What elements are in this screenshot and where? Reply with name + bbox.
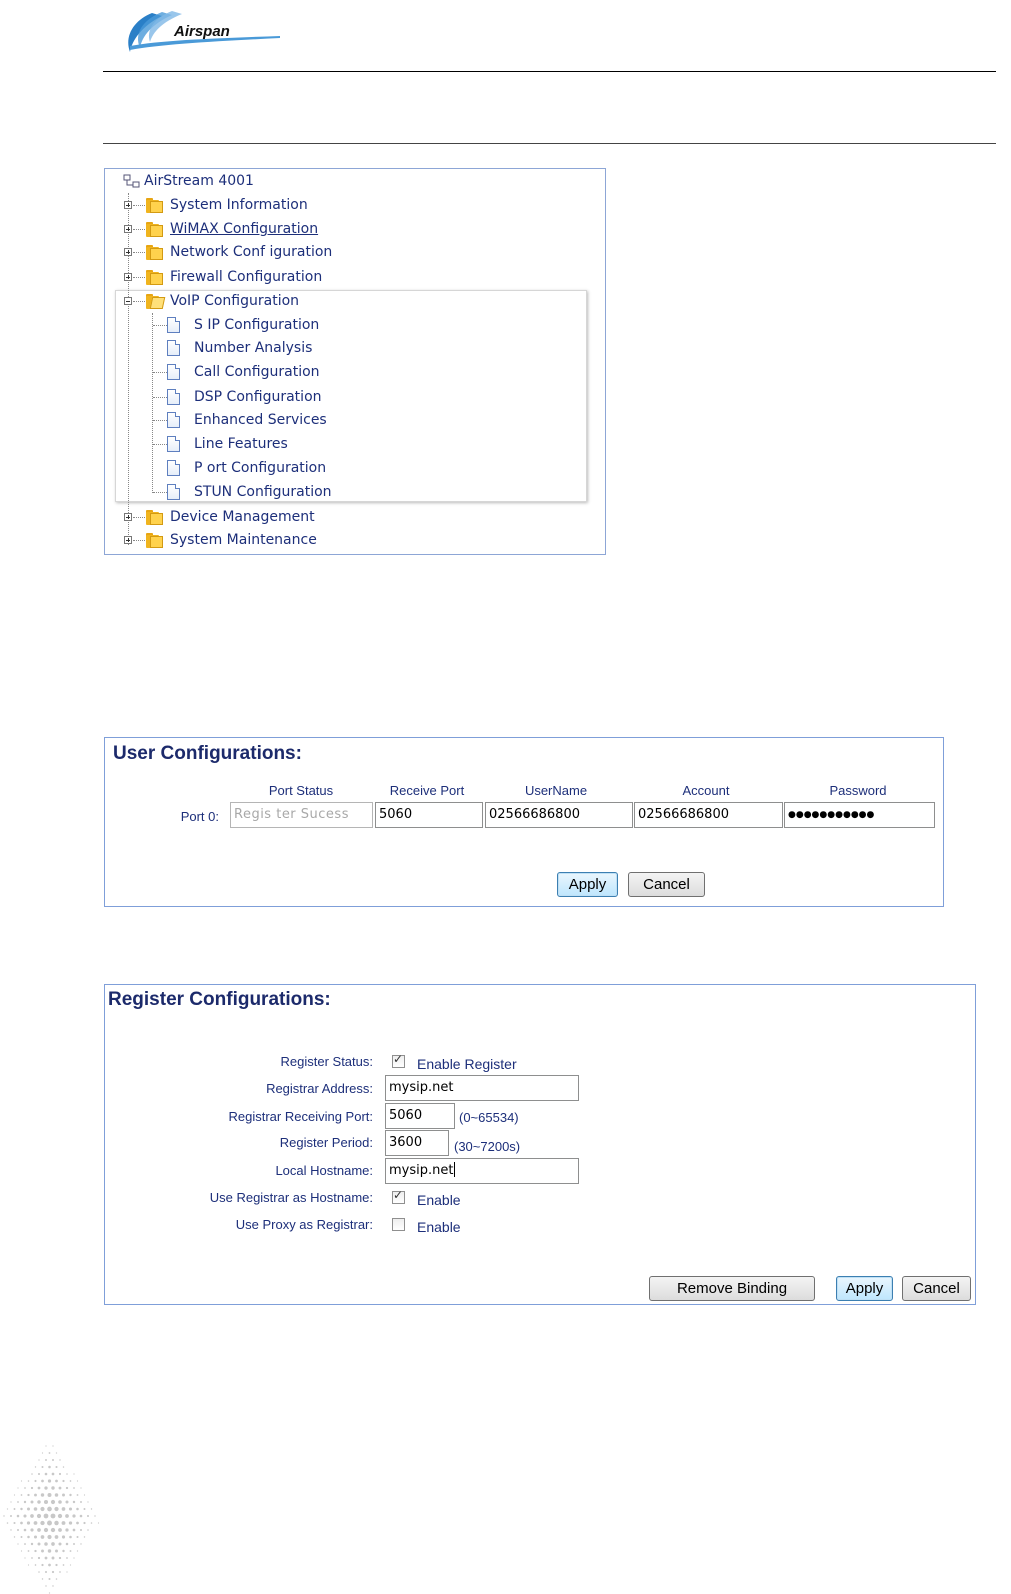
decorative-dot [10, 1501, 11, 1502]
tree-connector [133, 252, 147, 253]
decorative-dot [24, 1557, 25, 1558]
decorative-dot [47, 1507, 52, 1512]
decorative-dot [65, 1514, 69, 1518]
decorative-dot [91, 1522, 93, 1524]
tree-item-wimax-configuration[interactable] [105, 218, 405, 240]
tree-item-enhanced-services[interactable] [105, 409, 405, 431]
open-folder-icon [146, 294, 163, 309]
decorative-dot [63, 1466, 65, 1468]
decorative-dot [77, 1550, 78, 1551]
decorative-dot [31, 1487, 33, 1489]
decorative-dot [30, 1514, 34, 1518]
decorative-dot [58, 1514, 62, 1518]
header-rule-bottom [103, 143, 996, 144]
decorative-dot [21, 1550, 22, 1551]
decorative-dot [62, 1507, 66, 1511]
decorative-dot [59, 1487, 62, 1490]
decorative-dot [59, 1473, 61, 1475]
decorative-dot [24, 1543, 26, 1545]
decorative-dot [31, 1473, 33, 1475]
tree-item-dsp-configuration[interactable] [105, 386, 405, 408]
decorative-dot [31, 1543, 33, 1545]
decorative-dot [3, 1515, 4, 1516]
register-period-hint: (30~7200s) [454, 1139, 521, 1154]
decorative-dot [44, 1528, 48, 1532]
decorative-dot [51, 1514, 56, 1519]
decorative-dot [34, 1521, 38, 1525]
column-header-receive-port: Receive Port [389, 783, 465, 798]
decorative-dot [47, 1535, 51, 1539]
folder-icon [146, 510, 163, 525]
decorative-dot [70, 1550, 72, 1552]
account-input[interactable]: 02566686800 [634, 802, 783, 828]
decorative-dot [69, 1536, 72, 1539]
user-config-apply-button[interactable]: Apply [557, 872, 618, 897]
decorative-dot [28, 1564, 29, 1565]
decorative-dot [42, 1452, 43, 1453]
decorative-dot [42, 1466, 44, 1468]
decorative-dot [62, 1480, 64, 1482]
use-registrar-hostname-text: Enable [417, 1192, 461, 1208]
decorative-dot [94, 1515, 95, 1516]
decorative-dot [31, 1501, 34, 1504]
register-config-cancel-button[interactable]: Cancel [902, 1276, 971, 1301]
folder-icon [146, 270, 163, 285]
tree-item-label: VoIP Configuration [170, 293, 300, 309]
decorative-dot [28, 1480, 30, 1482]
tree-connector [153, 420, 167, 421]
decorative-dot [31, 1557, 33, 1559]
register-config-apply-button[interactable]: Apply [836, 1276, 893, 1301]
tree-item-label: Number Analysis [194, 340, 313, 356]
decorative-dot [24, 1529, 27, 1532]
tree-item-label: System Information [170, 197, 308, 213]
decorative-dot [55, 1550, 58, 1553]
decorative-dot [66, 1473, 68, 1475]
tree-item-system-information[interactable] [105, 194, 405, 216]
collapse-minus-icon[interactable] [124, 297, 132, 305]
decorative-dot [48, 1578, 50, 1580]
decorative-dot [62, 1521, 66, 1525]
decorative-dot [49, 1452, 51, 1454]
decorative-dot [24, 1487, 26, 1489]
decorative-dot [27, 1494, 29, 1496]
tree-connector [153, 325, 167, 326]
folder-icon [146, 222, 163, 237]
decorative-dot [80, 1487, 81, 1488]
tree-item-stun-configuration[interactable] [105, 481, 405, 503]
decorative-dot [42, 1578, 43, 1579]
remove-binding-button[interactable]: Remove Binding [649, 1276, 815, 1301]
port-0-label: Port 0: [180, 809, 219, 824]
page-icon [167, 364, 180, 380]
decorative-dot [41, 1564, 43, 1566]
decorative-dot [73, 1487, 75, 1489]
column-header-password: Password [829, 783, 887, 798]
decorative-dot [58, 1528, 62, 1532]
decorative-dot [20, 1508, 22, 1510]
decorative-dot [52, 1585, 53, 1586]
register-config-title: Register Configurations: [108, 989, 331, 1010]
registrar-address-input[interactable]: mysip.net [385, 1075, 579, 1101]
decorative-dot [77, 1480, 78, 1481]
register-configurations-panel [104, 984, 976, 1305]
register-labels-column [105, 985, 373, 1245]
tree-item-label: Call Configuration [194, 364, 320, 380]
decorative-dot [44, 1500, 48, 1504]
tree-item-label: WiMAX Configuration [170, 221, 319, 237]
decorative-dot [91, 1508, 92, 1509]
decorative-dot [45, 1557, 48, 1560]
tree-item-device-management[interactable] [105, 506, 405, 528]
decorative-dot [28, 1550, 30, 1552]
decorative-dot [59, 1571, 61, 1573]
decorative-dot [87, 1501, 88, 1502]
decorative-dot [41, 1535, 45, 1539]
decorative-dot [56, 1452, 57, 1453]
folder-icon [146, 533, 163, 548]
decorative-dot [76, 1522, 79, 1525]
expand-plus-icon[interactable] [124, 513, 132, 521]
decorative-dot [14, 1536, 15, 1537]
decorative-dot [35, 1466, 36, 1467]
decorative-dot [45, 1445, 46, 1446]
text-caret [454, 1162, 455, 1177]
decorative-dot [55, 1493, 59, 1497]
decorative-dot [73, 1543, 75, 1545]
column-header-account: Account [682, 783, 730, 798]
header-rule-top [103, 71, 996, 72]
page-icon [167, 317, 180, 333]
logo-text: Airspan [174, 23, 230, 40]
decorative-dot [73, 1501, 75, 1503]
decorative-dot [21, 1494, 23, 1496]
decorative-dot [17, 1501, 19, 1503]
local-hostname-value: mysip.net [389, 1163, 454, 1178]
decorative-dot [34, 1535, 37, 1538]
decorative-dot [52, 1571, 54, 1573]
decorative-dot-pattern [0, 1440, 100, 1594]
navigation-tree [104, 168, 606, 555]
decorative-dot [40, 1507, 44, 1511]
folder-icon [146, 198, 163, 213]
tree-item-label: Network Conf iguration [170, 244, 333, 260]
decorative-dot [44, 1514, 49, 1519]
decorative-dot [7, 1508, 8, 1509]
decorative-dot [41, 1550, 44, 1553]
tree-item-network-configuration[interactable] [105, 241, 405, 263]
tree-item-label: Line Features [194, 436, 288, 452]
page-icon [167, 412, 180, 428]
decorative-dot [30, 1528, 33, 1531]
decorative-dot [27, 1507, 30, 1510]
use-proxy-registrar-text: Enable [417, 1219, 461, 1235]
enable-register-text: Enable Register [417, 1056, 517, 1072]
decorative-dot [17, 1515, 20, 1518]
username-input[interactable]: 02566686800 [485, 802, 633, 828]
decorative-dot [23, 1514, 26, 1517]
decorative-dot [55, 1564, 57, 1566]
decorative-dot [62, 1535, 65, 1538]
page-icon [167, 340, 180, 356]
tree-item-system-maintenance[interactable] [105, 529, 405, 551]
receive-port-input[interactable]: 5060 [375, 802, 483, 828]
decorative-dot [17, 1543, 18, 1544]
tree-item-port-configuration[interactable] [105, 457, 405, 479]
network-icon [123, 174, 143, 189]
column-header-port-status: Port Status [268, 783, 334, 798]
decorative-dot [58, 1500, 62, 1504]
decorative-dot [48, 1466, 51, 1469]
tree-connector [133, 205, 147, 206]
decorative-dot [55, 1480, 58, 1483]
expand-plus-icon[interactable] [124, 248, 132, 256]
tree-item-firewall-configuration[interactable] [105, 266, 405, 288]
decorative-dot [21, 1536, 23, 1538]
decorative-dot [52, 1445, 53, 1446]
decorative-dot [62, 1494, 65, 1497]
decorative-dot [14, 1494, 15, 1495]
use-registrar-hostname-label: Use Registrar as Hostname: [209, 1190, 373, 1205]
use-proxy-registrar-checkbox[interactable] [392, 1218, 405, 1231]
column-header-username: UserName [524, 783, 588, 798]
decorative-dot [73, 1529, 76, 1532]
decorative-dot [51, 1486, 54, 1489]
decorative-dot [58, 1542, 61, 1545]
tree-item-label: Enhanced Services [194, 412, 327, 428]
decorative-dot [45, 1459, 47, 1461]
tree-connector [133, 301, 147, 302]
decorative-dot [84, 1494, 85, 1495]
decorative-dot [52, 1459, 54, 1461]
decorative-dot [38, 1571, 40, 1573]
decorative-dot [51, 1500, 55, 1504]
decorative-dot [80, 1515, 83, 1518]
decorative-dot [34, 1550, 36, 1552]
tree-item-label: Firewall Configuration [170, 269, 323, 285]
tree-item-label: DSP Configuration [194, 389, 322, 405]
decorative-dot [45, 1585, 46, 1586]
decorative-dot [59, 1459, 60, 1460]
decorative-dot [10, 1515, 12, 1517]
decorative-dot [72, 1514, 75, 1517]
decorative-dot [45, 1571, 47, 1573]
tree-connector [153, 372, 167, 373]
tree-item-label: STUN Configuration [194, 484, 332, 500]
decorative-dot [69, 1521, 72, 1524]
decorative-dot [80, 1543, 81, 1544]
decorative-dot [73, 1557, 74, 1558]
decorative-dot [38, 1487, 41, 1490]
decorative-dot [41, 1480, 44, 1483]
decorative-dot [24, 1501, 26, 1503]
decorative-dot [59, 1557, 61, 1559]
decorative-dot [87, 1529, 89, 1531]
decorative-dot [21, 1480, 22, 1481]
decorative-dot [55, 1535, 59, 1539]
decorative-dot [66, 1571, 67, 1572]
decorative-dot [65, 1500, 68, 1503]
tree-item-label: S IP Configuration [194, 317, 320, 333]
decorative-dot [80, 1501, 82, 1503]
use-proxy-registrar-label: Use Proxy as Registrar: [235, 1217, 373, 1232]
decorative-dot [13, 1522, 15, 1524]
decorative-dot [70, 1564, 71, 1565]
decorative-dot [41, 1493, 44, 1496]
decorative-dot [48, 1564, 51, 1567]
decorative-dot [56, 1578, 58, 1580]
tree-item-label: Device Management [170, 509, 315, 525]
decorative-dot [38, 1543, 41, 1546]
expand-plus-icon[interactable] [124, 201, 132, 209]
decorative-dot [73, 1473, 74, 1474]
decorative-dot [83, 1522, 85, 1524]
local-hostname-label: Local Hostname: [275, 1163, 373, 1178]
tree-item-sip-configuration[interactable] [105, 314, 405, 336]
decorative-dot [45, 1473, 48, 1476]
register-status-label: Register Status: [280, 1054, 373, 1069]
decorative-dot [65, 1528, 68, 1531]
expand-plus-icon[interactable] [124, 273, 132, 281]
decorative-dot [55, 1466, 57, 1468]
decorative-dot [66, 1487, 68, 1489]
use-registrar-hostname-checkbox[interactable] [392, 1191, 405, 1204]
decorative-dot [47, 1521, 52, 1526]
tree-item-voip-configuration[interactable] [105, 290, 405, 312]
decorative-dot [87, 1515, 89, 1517]
tree-connector [153, 444, 167, 445]
user-config-title: User Configurations: [113, 743, 302, 764]
tree-item-label: P ort Configuration [194, 460, 327, 476]
register-period-input[interactable]: 3600 [385, 1130, 449, 1156]
decorative-dot [98, 1522, 99, 1523]
user-configurations-panel [104, 737, 944, 907]
decorative-dot [48, 1479, 51, 1482]
decorative-dot [84, 1508, 86, 1510]
decorative-dot [54, 1507, 58, 1511]
decorative-dot [48, 1493, 52, 1497]
tree-root-label: AirStream 4001 [144, 173, 254, 189]
decorative-dot [44, 1542, 48, 1546]
decorative-dot [66, 1543, 69, 1546]
decorative-dot [17, 1529, 19, 1531]
page-icon [167, 460, 180, 476]
decorative-dot [38, 1557, 40, 1559]
tree-connector [133, 229, 147, 230]
decorative-dot [37, 1528, 41, 1532]
decorative-dot [54, 1521, 58, 1525]
decorative-dot [76, 1536, 78, 1538]
tree-connector [133, 517, 147, 518]
local-hostname-input[interactable] [385, 1158, 579, 1184]
decorative-dot [66, 1557, 68, 1559]
tree-connector [153, 492, 167, 493]
decorative-dot [51, 1528, 55, 1532]
decorative-dot [35, 1564, 37, 1566]
user-config-cancel-button[interactable]: Cancel [628, 872, 705, 897]
decorative-dot [69, 1507, 72, 1510]
registrar-port-input[interactable]: 5060 [385, 1103, 455, 1129]
tree-connector [133, 277, 147, 278]
decorative-dot [77, 1494, 79, 1496]
tree-item-call-configuration[interactable] [105, 361, 405, 383]
decorative-dot [62, 1550, 64, 1552]
enable-register-checkbox[interactable] [392, 1055, 405, 1068]
tree-connector [133, 540, 147, 541]
tree-connector [153, 397, 167, 398]
expand-plus-icon[interactable] [124, 225, 132, 233]
tree-item-label: System Maintenance [170, 532, 317, 548]
decorative-dot [38, 1473, 40, 1475]
decorative-dot [20, 1522, 23, 1525]
decorative-dot [44, 1486, 47, 1489]
page-icon [167, 436, 180, 452]
decorative-dot [70, 1480, 72, 1482]
register-period-label: Register Period: [279, 1135, 373, 1150]
registrar-port-label: Registrar Receiving Port: [228, 1109, 373, 1124]
decorative-dot [63, 1564, 65, 1566]
tree-item-line-features[interactable] [105, 433, 405, 455]
decorative-dot [34, 1494, 37, 1497]
decorative-dot [51, 1542, 55, 1546]
decorative-dot [52, 1557, 55, 1560]
decorative-dot [80, 1529, 82, 1531]
decorative-dot [37, 1500, 40, 1503]
expand-plus-icon[interactable] [124, 536, 132, 544]
decorative-dot [17, 1487, 18, 1488]
decorative-dot [27, 1536, 30, 1539]
decorative-dot [69, 1494, 71, 1496]
airspan-logo [122, 8, 282, 56]
decorative-dot [10, 1529, 11, 1530]
decorative-dot [40, 1521, 44, 1525]
password-input[interactable]: ●●●●●●●●●●● [784, 802, 935, 828]
registrar-address-label: Registrar Address: [266, 1081, 373, 1096]
page-icon [167, 484, 180, 500]
decorative-dot [76, 1508, 79, 1511]
decorative-dot [52, 1473, 55, 1476]
port-status-field: Regis ter Sucess [230, 802, 373, 828]
decorative-dot [34, 1480, 36, 1482]
decorative-dot [84, 1536, 85, 1537]
decorative-dot [7, 1522, 9, 1524]
decorative-dot [27, 1521, 30, 1524]
registrar-port-hint: (0~65534) [459, 1110, 519, 1125]
decorative-dot [14, 1508, 16, 1510]
page-icon [167, 389, 180, 405]
decorative-dot [37, 1514, 41, 1518]
decorative-dot [48, 1549, 51, 1552]
decorative-dot [34, 1507, 38, 1511]
folder-icon [146, 245, 163, 260]
decorative-dot [38, 1459, 39, 1460]
decorative-dot [49, 1592, 50, 1593]
tree-item-number-analysis[interactable] [105, 337, 405, 359]
